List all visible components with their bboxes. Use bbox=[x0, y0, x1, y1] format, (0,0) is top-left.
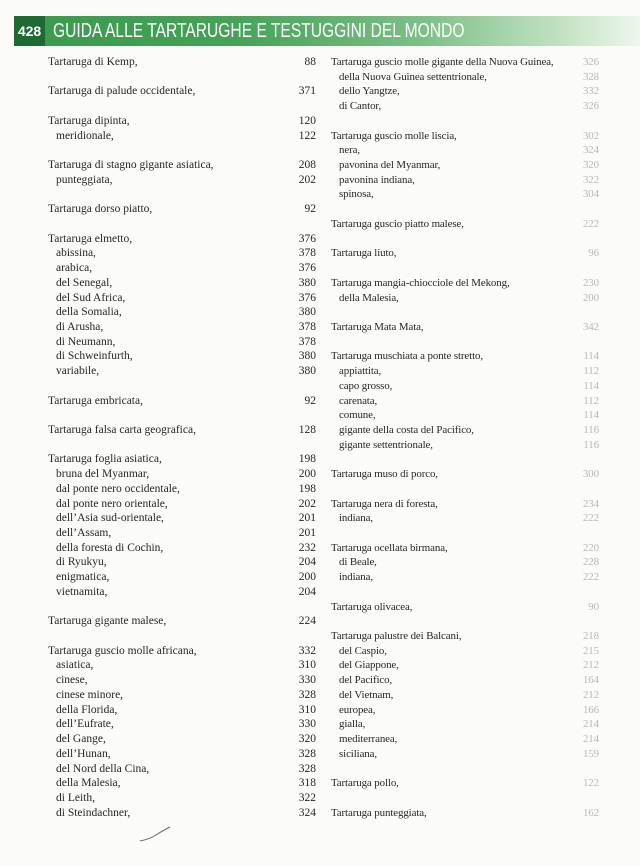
index-page-number: 201 bbox=[298, 512, 316, 525]
index-page-number: 92 bbox=[304, 394, 316, 407]
index-page-number: 222 bbox=[582, 512, 599, 525]
index-page-number: 380 bbox=[298, 365, 316, 378]
index-subentry bbox=[48, 364, 316, 379]
index-term: Tartaruga liuto, bbox=[331, 247, 397, 260]
index-subentry bbox=[331, 658, 599, 673]
index-term: dell’Assam, bbox=[56, 527, 112, 539]
index-group bbox=[331, 806, 599, 821]
index-term: Tartaruga punteggiata, bbox=[331, 806, 427, 819]
index-term: indiana, bbox=[339, 512, 373, 525]
index-term: della foresta di Cochin, bbox=[56, 541, 164, 554]
index-subentry bbox=[331, 291, 599, 306]
index-heading-entry bbox=[48, 644, 316, 659]
index-subentry bbox=[48, 276, 316, 291]
index-term: siciliana, bbox=[339, 747, 378, 760]
index-term: Tartaruga elmetto, bbox=[48, 232, 133, 245]
index-page-number: 371 bbox=[298, 85, 316, 98]
index-term: di Leith, bbox=[56, 791, 95, 804]
index-group bbox=[331, 55, 599, 114]
index-page-number: 116 bbox=[583, 423, 599, 436]
index-page-number: 112 bbox=[583, 365, 599, 378]
index-term: Tartaruga mangia-chiocciole del Mekong, bbox=[331, 276, 510, 289]
index-page-number: 204 bbox=[298, 556, 316, 569]
index-heading-entry bbox=[331, 129, 599, 144]
index-term: del Sud Africa, bbox=[56, 291, 126, 304]
index-subentry bbox=[331, 673, 599, 688]
index-page-number: 332 bbox=[582, 85, 599, 98]
index-subentry bbox=[48, 320, 316, 335]
index-term: Tartaruga embricata, bbox=[48, 394, 143, 407]
index-page-number: 112 bbox=[583, 394, 599, 407]
index-heading-entry bbox=[48, 232, 316, 247]
index-term: variabile, bbox=[56, 365, 100, 378]
index-subentry bbox=[331, 173, 599, 188]
index-group bbox=[48, 158, 316, 187]
index-group bbox=[331, 320, 599, 335]
index-page-number: 304 bbox=[582, 188, 599, 201]
index-page-number: 380 bbox=[298, 350, 316, 363]
index-subentry bbox=[48, 688, 316, 703]
index-subentry bbox=[48, 511, 316, 526]
index-page-number: 218 bbox=[582, 630, 599, 643]
index-term: Tartaruga gigante malese, bbox=[48, 615, 167, 628]
index-group bbox=[331, 349, 599, 452]
index-term: cinese, bbox=[56, 674, 88, 687]
index-page-number: 310 bbox=[298, 659, 316, 672]
index-page-number: 232 bbox=[298, 541, 316, 554]
index-page-number: 380 bbox=[298, 306, 316, 319]
index-term: Tartaruga Mata Mata, bbox=[331, 320, 424, 333]
index-heading-entry bbox=[331, 217, 599, 232]
index-subentry bbox=[331, 703, 599, 718]
index-term: meridionale, bbox=[56, 129, 114, 142]
index-heading-entry bbox=[48, 394, 316, 409]
index-term: gigante settentrionale, bbox=[339, 438, 433, 451]
index-term: vietnamita, bbox=[56, 585, 108, 598]
index-term: punteggiata, bbox=[56, 173, 113, 186]
index-group bbox=[331, 629, 599, 761]
index-subentry bbox=[48, 305, 316, 320]
index-page-number: 380 bbox=[298, 276, 316, 289]
index-page-number: 328 bbox=[298, 688, 316, 701]
index-page-number: 201 bbox=[298, 527, 316, 539]
index-subentry bbox=[48, 776, 316, 791]
index-heading-entry bbox=[48, 452, 316, 467]
index-term: del Senegal, bbox=[56, 276, 113, 289]
index-page-number: 222 bbox=[582, 217, 599, 230]
index-subentry bbox=[331, 394, 599, 409]
index-page-number: 322 bbox=[582, 173, 599, 186]
index-heading-entry bbox=[48, 423, 316, 438]
index-column-left bbox=[48, 55, 316, 835]
index-heading-entry bbox=[331, 629, 599, 644]
index-page-number: 114 bbox=[583, 350, 599, 363]
index-page-number: 320 bbox=[582, 159, 599, 172]
index-term: Tartaruga olivacea, bbox=[331, 600, 413, 613]
index-term: del Caspio, bbox=[339, 644, 387, 657]
index-term: di Steindachner, bbox=[56, 806, 131, 819]
index-term: Tartaruga palustre dei Balcani, bbox=[331, 630, 462, 643]
index-term: Tartaruga guscio molle liscia, bbox=[331, 129, 457, 142]
index-term: di Beale, bbox=[339, 556, 377, 569]
index-group bbox=[331, 467, 599, 482]
index-term: Tartaruga pollo, bbox=[331, 777, 399, 790]
index-subentry bbox=[48, 747, 316, 762]
index-page-number: 328 bbox=[298, 762, 316, 775]
index-page-number: 212 bbox=[582, 659, 599, 672]
index-term: della Malesia, bbox=[56, 777, 121, 790]
index-term: cinese minore, bbox=[56, 688, 124, 701]
index-term: nera, bbox=[339, 144, 360, 157]
index-term: della Somalia, bbox=[56, 306, 122, 319]
index-term: dello Yangtze, bbox=[339, 85, 400, 98]
index-subentry bbox=[48, 261, 316, 276]
index-group bbox=[48, 55, 316, 70]
index-subentry bbox=[48, 570, 316, 585]
index-page-number: 376 bbox=[298, 291, 316, 304]
index-page-number: 92 bbox=[304, 203, 316, 216]
index-subentry bbox=[331, 99, 599, 114]
index-term: del Vietnam, bbox=[339, 688, 394, 701]
book-title: GUIDA ALLE TARTARUGHE E TESTUGGINI DEL MONDO bbox=[53, 20, 465, 42]
index-page-number: 222 bbox=[582, 571, 599, 584]
index-page-number: 198 bbox=[298, 453, 316, 466]
index-subentry bbox=[331, 747, 599, 762]
index-term: gigante della costa del Pacifico, bbox=[339, 423, 474, 436]
index-term: di Ryukyu, bbox=[56, 556, 107, 569]
index-page-number: 230 bbox=[582, 276, 599, 289]
index-page-number: 328 bbox=[582, 70, 599, 83]
index-subentry bbox=[48, 541, 316, 556]
index-page-number: 214 bbox=[582, 718, 599, 731]
index-term: di Cantor, bbox=[339, 100, 382, 113]
index-term: di Schweinfurth, bbox=[56, 350, 133, 363]
index-term: pavonina del Myanmar, bbox=[339, 159, 441, 172]
index-page-number: 159 bbox=[582, 747, 599, 760]
index-term: Tartaruga di stagno gigante asiatica, bbox=[48, 159, 214, 172]
index-term: europea, bbox=[339, 703, 376, 716]
index-page-number: 202 bbox=[298, 173, 316, 186]
index-term: spinosa, bbox=[339, 188, 374, 201]
index-page-number: 324 bbox=[298, 806, 316, 819]
index-group bbox=[48, 232, 316, 379]
index-page-number: 322 bbox=[298, 791, 316, 804]
index-subentry bbox=[331, 555, 599, 570]
index-term: del Gange, bbox=[56, 733, 106, 746]
index-group bbox=[48, 614, 316, 629]
index-term: Tartaruga guscio piatto malese, bbox=[331, 217, 464, 230]
index-page-number: 215 bbox=[582, 644, 599, 657]
index-subentry bbox=[48, 732, 316, 747]
index-heading-entry bbox=[331, 320, 599, 335]
index-term: Tartaruga dorso piatto, bbox=[48, 203, 153, 216]
index-term: dell’Asia sud-orientale, bbox=[56, 512, 164, 525]
index-group bbox=[48, 84, 316, 99]
index-group bbox=[331, 129, 599, 203]
index-term: capo grosso, bbox=[339, 379, 393, 392]
index-subentry bbox=[48, 482, 316, 497]
index-term: carenata, bbox=[339, 394, 378, 407]
index-group bbox=[48, 114, 316, 143]
index-group bbox=[48, 452, 316, 599]
index-page-number: 200 bbox=[298, 571, 316, 584]
index-subentry bbox=[331, 84, 599, 99]
index-subentry bbox=[48, 555, 316, 570]
index-term: gialla, bbox=[339, 718, 366, 731]
index-term: dal ponte nero orientale, bbox=[56, 497, 168, 510]
index-page-number: 376 bbox=[298, 232, 316, 245]
index-term: di Arusha, bbox=[56, 320, 104, 333]
index-page-number: 114 bbox=[583, 379, 599, 392]
index-term: dell’Hunan, bbox=[56, 747, 111, 760]
index-term: indiana, bbox=[339, 571, 373, 584]
index-term: Tartaruga ocellata birmana, bbox=[331, 541, 448, 554]
index-group bbox=[331, 276, 599, 305]
index-subentry bbox=[331, 70, 599, 85]
index-subentry bbox=[331, 143, 599, 158]
index-heading-entry bbox=[48, 55, 316, 70]
index-heading-entry bbox=[331, 600, 599, 615]
index-group bbox=[331, 246, 599, 261]
index-subentry bbox=[48, 585, 316, 600]
index-term: del Nord della Cina, bbox=[56, 762, 150, 775]
index-page-number: 326 bbox=[582, 100, 599, 113]
index-subentry bbox=[48, 467, 316, 482]
index-term: Tartaruga nera di foresta, bbox=[331, 497, 438, 510]
index-page-number: 120 bbox=[298, 114, 316, 127]
index-subentry bbox=[48, 129, 316, 144]
index-subentry bbox=[48, 791, 316, 806]
index-subentry bbox=[331, 438, 599, 453]
index-term: enigmatica, bbox=[56, 571, 110, 584]
index-heading-entry bbox=[48, 614, 316, 629]
index-term: mediterranea, bbox=[339, 733, 398, 746]
index-term: Tartaruga guscio molle africana, bbox=[48, 644, 197, 657]
index-term: Tartaruga falsa carta geografica, bbox=[48, 423, 196, 436]
index-subentry bbox=[48, 703, 316, 718]
index-subentry bbox=[48, 246, 316, 261]
index-heading-entry bbox=[331, 349, 599, 364]
index-term: asiatica, bbox=[56, 659, 94, 672]
index-heading-entry bbox=[48, 114, 316, 129]
index-subentry bbox=[48, 173, 316, 188]
index-heading-entry bbox=[331, 55, 599, 70]
index-subentry bbox=[48, 762, 316, 777]
index-page-number: 204 bbox=[298, 585, 316, 598]
index-subentry bbox=[331, 187, 599, 202]
index-term: abissina, bbox=[56, 247, 96, 260]
index-heading-entry bbox=[331, 467, 599, 482]
index-page-number: 324 bbox=[582, 144, 599, 157]
index-term: della Malesia, bbox=[339, 291, 399, 304]
index-page-number: 162 bbox=[582, 806, 599, 819]
index-subentry bbox=[48, 806, 316, 821]
index-page-number: 328 bbox=[298, 747, 316, 760]
index-page-number: 128 bbox=[298, 423, 316, 436]
index-subentry bbox=[331, 732, 599, 747]
index-page-number: 326 bbox=[582, 56, 599, 68]
index-group bbox=[48, 644, 316, 821]
index-page-number: 164 bbox=[582, 674, 599, 687]
index-term: dal ponte nero occidentale, bbox=[56, 482, 180, 495]
index-page-number: 310 bbox=[298, 703, 316, 716]
index-subentry bbox=[48, 658, 316, 673]
index-term: dell’Eufrate, bbox=[56, 718, 114, 731]
index-page-number: 378 bbox=[298, 320, 316, 333]
index-page-number: 220 bbox=[582, 541, 599, 554]
index-group bbox=[331, 497, 599, 526]
index-term: del Giappone, bbox=[339, 659, 399, 672]
index-subentry bbox=[48, 349, 316, 364]
index-heading-entry bbox=[48, 158, 316, 173]
index-page-number: 378 bbox=[298, 335, 316, 348]
index-page-number: 300 bbox=[582, 468, 599, 481]
index-page-number: 96 bbox=[588, 247, 599, 260]
index-page-number: 318 bbox=[298, 777, 316, 790]
index-subentry bbox=[331, 408, 599, 423]
index-subentry bbox=[331, 158, 599, 173]
index-group bbox=[48, 394, 316, 409]
index-page-number: 332 bbox=[298, 644, 316, 657]
index-heading-entry bbox=[331, 276, 599, 291]
index-term: bruna del Myanmar, bbox=[56, 468, 150, 481]
index-page-number: 330 bbox=[298, 718, 316, 731]
index-heading-entry bbox=[48, 202, 316, 217]
index-term: Tartaruga muschiata a ponte stretto, bbox=[331, 350, 483, 363]
index-page-number: 200 bbox=[298, 468, 316, 481]
index-page-number: 88 bbox=[304, 56, 316, 68]
index-page-number: 330 bbox=[298, 674, 316, 687]
index-group bbox=[48, 202, 316, 217]
index-page-number: 302 bbox=[582, 129, 599, 142]
index-page-number: 122 bbox=[582, 777, 599, 790]
index-page-number: 228 bbox=[582, 556, 599, 569]
index-heading-entry bbox=[331, 541, 599, 556]
index-term: di Neumann, bbox=[56, 335, 116, 348]
index-term: Tartaruga dipinta, bbox=[48, 114, 130, 127]
index-term: comune, bbox=[339, 409, 376, 422]
index-term: Tartaruga foglia asiatica, bbox=[48, 453, 162, 466]
index-page-number: 200 bbox=[582, 291, 599, 304]
index-subentry bbox=[331, 423, 599, 438]
index-term: Tartaruga di Kemp, bbox=[48, 56, 138, 68]
index-subentry bbox=[331, 717, 599, 732]
index-heading-entry bbox=[331, 776, 599, 791]
index-page-number: 234 bbox=[582, 497, 599, 510]
index-page-number: 116 bbox=[583, 438, 599, 451]
index-page-number: 212 bbox=[582, 688, 599, 701]
index-subentry bbox=[48, 291, 316, 306]
index-page-number: 202 bbox=[298, 497, 316, 510]
index-term: Tartaruga di palude occidentale, bbox=[48, 85, 196, 98]
index-page-number: 122 bbox=[298, 129, 316, 142]
index-subentry bbox=[48, 717, 316, 732]
index-heading-entry bbox=[48, 84, 316, 99]
index-subentry bbox=[331, 570, 599, 585]
index-page-number: 166 bbox=[582, 703, 599, 716]
index-term: Tartaruga guscio molle gigante della Nuova Guinea, bbox=[331, 56, 554, 68]
index-term: della Nuova Guinea settentrionale, bbox=[339, 70, 487, 83]
index-page-number: 114 bbox=[583, 409, 599, 422]
index-page-number: 214 bbox=[582, 733, 599, 746]
page-number-badge: 428 bbox=[14, 16, 45, 46]
index-column-right bbox=[331, 55, 599, 835]
index-page-number: 320 bbox=[298, 733, 316, 746]
index-term: del Pacifico, bbox=[339, 674, 393, 687]
index-heading-entry bbox=[331, 806, 599, 821]
index-page-number: 90 bbox=[588, 600, 599, 613]
index-term: arabica, bbox=[56, 262, 93, 275]
index-term: pavonina indiana, bbox=[339, 173, 415, 186]
index-term: appiattita, bbox=[339, 365, 382, 378]
index-group bbox=[331, 600, 599, 615]
index-subentry bbox=[48, 497, 316, 512]
index-group bbox=[331, 776, 599, 791]
index-term: della Florida, bbox=[56, 703, 118, 716]
index-page-number: 208 bbox=[298, 159, 316, 172]
index-page-number: 224 bbox=[298, 615, 316, 628]
index-heading-entry bbox=[331, 246, 599, 261]
index-page-number: 376 bbox=[298, 262, 316, 275]
index-group bbox=[331, 217, 599, 232]
index-subentry bbox=[48, 673, 316, 688]
index-subentry bbox=[331, 364, 599, 379]
index-subentry bbox=[48, 526, 316, 541]
pen-mark bbox=[138, 824, 172, 844]
index-page-number: 342 bbox=[582, 320, 599, 333]
index-group bbox=[48, 423, 316, 438]
index-heading-entry bbox=[331, 497, 599, 512]
index-subentry bbox=[331, 688, 599, 703]
index-subentry bbox=[48, 335, 316, 350]
index-subentry bbox=[331, 379, 599, 394]
index-subentry bbox=[331, 644, 599, 659]
index-group bbox=[331, 541, 599, 585]
index-term: Tartaruga muso di porco, bbox=[331, 468, 438, 481]
index-subentry bbox=[331, 511, 599, 526]
index-page-number: 378 bbox=[298, 247, 316, 260]
index-page-number: 198 bbox=[298, 482, 316, 495]
